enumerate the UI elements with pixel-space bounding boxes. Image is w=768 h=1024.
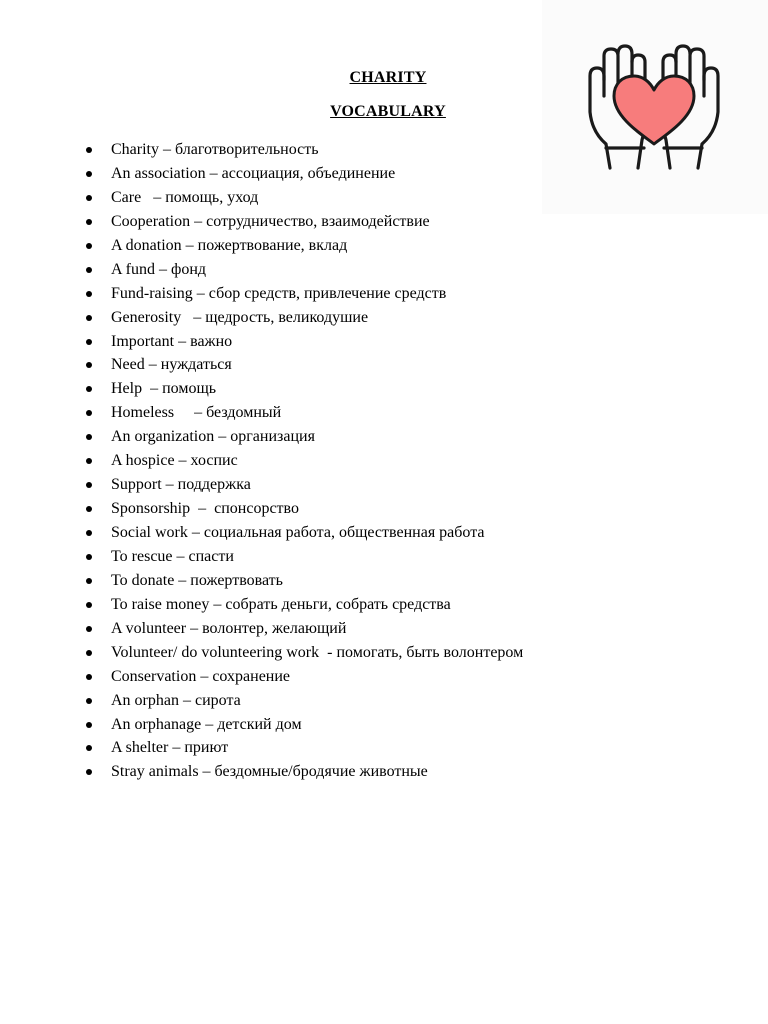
vocabulary-entry-text: Need – нуждаться: [111, 356, 232, 374]
vocabulary-item: [86, 258, 523, 282]
vocabulary-item: [86, 234, 523, 258]
vocabulary-entry-text: Volunteer/ do volunteering work - помогать, быть волонтером: [111, 643, 524, 661]
vocabulary-item: [86, 641, 523, 665]
vocabulary-entry-text: A fund – фонд: [111, 260, 207, 278]
bullet-icon: [86, 195, 92, 201]
vocabulary-item: [86, 138, 523, 162]
vocabulary-item: [86, 306, 523, 330]
bullet-icon: [86, 769, 92, 775]
vocabulary-entry-text: Homeless – бездомный: [111, 404, 282, 422]
vocabulary-entry-text: An organization – организация: [111, 428, 315, 446]
vocabulary-item: [86, 736, 523, 760]
bullet-icon: [86, 626, 92, 632]
bullet-icon: [86, 410, 92, 416]
vocabulary-entry-text: Support – поддержка: [111, 476, 251, 494]
bullet-icon: [86, 434, 92, 440]
vocabulary-item: [86, 593, 523, 617]
vocabulary-entry-text: Social work – социальная работа, общественная работа: [111, 524, 485, 541]
vocabulary-entry-text: A volunteer – волонтер, желающий: [111, 619, 347, 637]
vocabulary-entry-text: Cooperation – сотрудничество, взаимодействие: [111, 212, 430, 230]
vocabulary-item: [86, 186, 523, 210]
bullet-icon: [86, 554, 92, 560]
vocabulary-entry-text: A hospice – хоспис: [111, 452, 238, 470]
vocabulary-entry-text: Generosity – щедрость, великодушие: [111, 308, 369, 326]
bullet-icon: [86, 458, 92, 464]
bullet-icon: [86, 147, 92, 153]
vocabulary-item: [86, 401, 523, 425]
vocabulary-entry-text: To raise money – собрать деньги, собрать средства: [111, 595, 451, 613]
vocabulary-item: [86, 473, 523, 497]
vocabulary-entry-text: Care – помощь, уход: [111, 188, 259, 206]
bullet-icon: [86, 530, 92, 536]
bullet-icon: [86, 291, 92, 297]
vocabulary-item: [86, 689, 523, 713]
vocabulary-item: [86, 521, 523, 545]
bullet-icon: [86, 578, 92, 584]
vocabulary-item: [86, 330, 523, 354]
vocabulary-entry-text: An orphan – сирота: [111, 691, 241, 709]
bullet-icon: [86, 674, 92, 680]
vocabulary-item: [86, 210, 523, 234]
vocabulary-entry-text: Charity – благотворительность: [111, 141, 319, 158]
vocabulary-entry-text: To rescue – спасти: [111, 547, 234, 565]
vocabulary-item: [86, 353, 523, 377]
document-title: CHARITY: [349, 69, 427, 86]
vocabulary-entry-text: Fund-raising – сбор средств, привлечение средств: [111, 284, 447, 302]
bullet-icon: [86, 315, 92, 321]
bullet-icon: [86, 506, 92, 512]
vocabulary-item: [86, 449, 523, 473]
bullet-icon: [86, 171, 92, 177]
vocabulary-item: [86, 713, 523, 737]
bullet-icon: [86, 650, 92, 656]
bullet-icon: [86, 219, 92, 225]
vocabulary-item: [86, 377, 523, 401]
vocabulary-item: [86, 617, 523, 641]
vocabulary-entry-text: An association – ассоциация, объединение: [111, 164, 396, 182]
vocabulary-entry-text: An orphanage – детский дом: [111, 715, 302, 733]
vocabulary-item: [86, 760, 523, 784]
vocabulary-item: [86, 282, 523, 306]
vocabulary-entry-text: To donate – пожертвовать: [111, 571, 283, 589]
bullet-icon: [86, 362, 92, 368]
bullet-icon: [86, 243, 92, 249]
vocabulary-entry-text: Conservation – сохранение: [111, 667, 291, 685]
bullet-icon: [86, 745, 92, 751]
bullet-icon: [86, 722, 92, 728]
vocabulary-item: [86, 497, 523, 521]
vocabulary-entry-text: Stray animals – бездомные/бродячие животные: [111, 763, 428, 781]
vocabulary-entry-text: Important – важно: [111, 332, 233, 350]
bullet-icon: [86, 267, 92, 273]
vocabulary-list: [86, 138, 523, 784]
document-subtitle: VOCABULARY: [330, 103, 446, 120]
bullet-icon: [86, 482, 92, 488]
vocabulary-entry-text: A donation – пожертвование, вклад: [111, 236, 348, 254]
bullet-icon: [86, 339, 92, 345]
vocabulary-entry-text: A shelter – приют: [111, 739, 229, 757]
bullet-icon: [86, 386, 92, 392]
vocabulary-entry-text: Sponsorship – спонсорство: [111, 500, 299, 518]
vocabulary-item: [86, 665, 523, 689]
bullet-icon: [86, 602, 92, 608]
bullet-icon: [86, 698, 92, 704]
vocabulary-item: [86, 545, 523, 569]
vocabulary-entry-text: Help – помощь: [111, 380, 217, 398]
vocabulary-item: [86, 162, 523, 186]
vocabulary-item: [86, 569, 523, 593]
vocabulary-item: [86, 425, 523, 449]
